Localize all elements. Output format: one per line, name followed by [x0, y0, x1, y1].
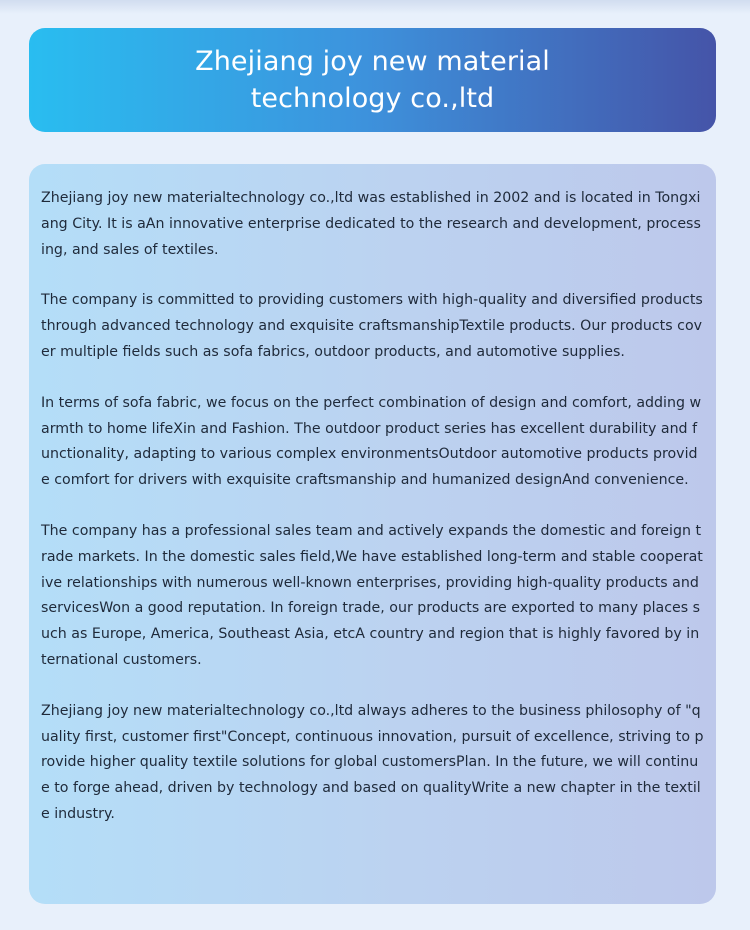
- page-title: Zhejiang joy new material technology co.,ltd: [195, 46, 550, 114]
- intro-paragraph-1: Zhejiang joy new materialtechnology co.,ltd was established in 2002 and is located in Tongxiang City. It is aAn innovative enterprise dedicated to the research and development, processing, and sales of textiles.: [41, 190, 701, 258]
- intro-paragraph-4: The company has a professional sales team and actively expands the domestic and foreign trade markets. In the domestic sales field,We have established long-term and stable cooperative relationships with numerous well-known enterprises, providing high-quality products and servicesWon a good reputation. In foreign trade, our products are exported to many places such as Europe, America, Southeast Asia, etcA country and region that is highly favored by international customers.: [41, 522, 703, 668]
- intro-paragraph-3: In terms of sofa fabric, we focus on the perfect combination of design and comfort, adding warmth to home lifeXin and Fashion. The outdoor product series has excellent durability and functionality, adapting to various complex environmentsOutdoor automotive products provide comfort for drivers with exquisite craftsmanship and humanized designAnd convenience.: [41, 394, 702, 489]
- intro-paragraph-2: The company is committed to providing customers with high-quality and diversified products through advanced technology and exquisite craftsmanshipTextile products. Our products cover multiple fields such as sofa fabrics, outdoor products, and automotive supplies.: [41, 292, 703, 360]
- company-intro-card: [29, 164, 716, 904]
- top-shadow: [0, 0, 750, 14]
- intro-paragraph-5: Zhejiang joy new materialtechnology co.,ltd always adheres to the business philosophy of "quality first, customer first"Concept, continuous innovation, pursuit of excellence, striving to provide higher quality textile solutions for global customersPlan. In the future, we will continue to forge ahead, driven by technology and based on qualityWrite a new chapter in the textile industry.: [41, 702, 704, 822]
- header-banner: [29, 28, 716, 132]
